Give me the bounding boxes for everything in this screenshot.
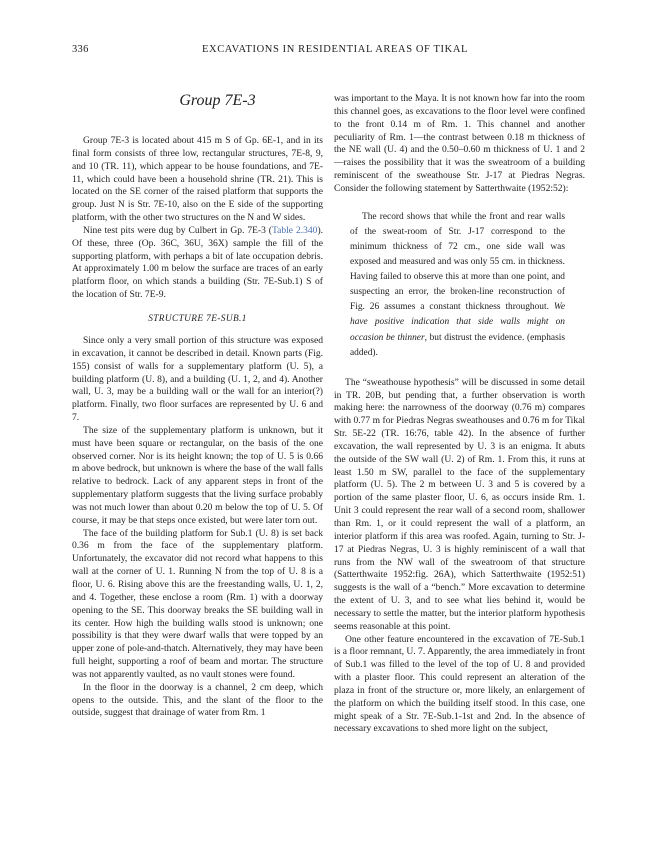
page-header [0,44,650,58]
section-title: Group 7E-3 [179,92,256,109]
table-reference-link[interactable]: Table 2.340 [271,224,318,236]
paragraph: The size of the supplementary platform is unknown, but it must have been square or rectangular, on the basis of the one observed corner. Nor is its height known; the top of U. 5 is 0.66 m above bedrock, but unknown is where the base of the wall falls relative to bedrock. Lack of any apparent steps in front of the supplementary platform suggests that the living surface probably was not much lower than about 0.20 m below the top of U. 5. Of course, it may be that steps once existed, but were later torn out. [72,424,323,526]
paragraph-text: ). Of these, three (Op. 36C, 36U, 36X) sample the fill of the supporting platform, with perhaps a bit of late occupation debris. At approximately 1.00 m below the surface are traces of an early platform floor, on which stands a building (Str. 7E-Sub.1) S of the location of Str. 7E-9. [72,224,324,301]
quote-text: , but distrust the evidence. (emphasis added). [350,332,565,358]
paragraph: was important to the Maya. It is not known how far into the room this channel goes, as excavations to the floor level were confined to the front 0.14 m of Rm. 1. This channel and another peculiarity of Rm. 1—the contrast between 0.18 m thickness of the NE wall (U. 4) and the 0.50–0.60 m thickness of U. 1 and 2—raises the possibility that it was the sweatroom of a building reminiscent of the sweathouse Str. J-17 at Piedras Negras. Consider the following statement by Satterthwaite (1952:52): [334,93,585,194]
paragraph: Since only a very small portion of this structure was exposed in excavation, it cannot be described in detail. Known parts (Fig. 155) consist of walls for a supplementary platform (U. 5), a building platform (U. 8), and a building (U. 1, 2, and 4). Another wall, U. 3, may be a building wall or the wall for an interior(?) platform. Finally, two floor surfaces are represented by U. 6 and 7. [72,334,323,424]
quote-emphasis: We have positive indication that side walls might on occasion be thinner [350,302,565,343]
quote-text: The record shows that while the front and rear walls of the sweat-room of Str. J-17 correspond to the minimum thickness of 72 cm., one side wall was exposed and measured and was only 55 cm. in thickness. Having failed to observe this at more than one point, and suspecting an error, the broken-line reconstruction of Fig. 26 assumes a constant thickness throughout. [350,211,565,313]
paragraph-text: Nine test pits were dug by Culbert in Gp. 7E-3 ( [83,224,272,236]
spacer [334,196,585,210]
paragraph [72,225,323,302]
left-column [72,91,323,720]
paragraph: The “sweathouse hypothesis” will be discussed in some detail in TR. 20B, but pending that, a further observation is worth making here: the narrowness of the doorway (0.76 m) compares with 0.77 m for Piedras Negras sweathouses and 0.76 m for Tikal Str. 5E-22 (TR. 16:76, table 42). In the absence of further excavation, the wall represented by U. 3 is an enigma. It abuts the outside of the SW wall (U. 2) of Rm. 1. From this, it runs at least 1.50 m SW, parallel to the face of the supplementary platform (U. 5). The 2 m between U. 3 and 5 is covered by a portion of the same plaster floor, U. 6, as occurs inside Rm. 1. Unit 3 could represent the rear wall of a second room, shallower than Rm. 1, or it could represent the wall of a platform, an interior platform if this area was roofed. Again, turning to Str. J-17 at Piedras Negras, U. 3 is highly reminiscent of a wall that runs from the NW wall of the sweatroom of that structure (Satterthwaite 1952:fig. 26A), which Satterthwaite (1952:51) suggests is the wall of a “bench.” More excavation to determine the extent of U. 3, and to see what lies behind it, would be necessary to settle the matter, but the interior platform hypothesis seems reasonable at this point. [334,376,585,632]
page-number: 336 [72,44,89,55]
paragraph: The face of the building platform for Sub.1 (U. 8) is set back 0.36 m from the face of the supplementary platform. Unfortunately, the excavator did not record what happens to this wall at the corner of U. 1. Running N from the top of U. 8 is a floor, U. 6. Rising above this are the freestanding walls, U. 1, 2, and 4. Together, these enclose a room (Rm. 1) with a doorway opening to the SE. This doorway breaks the SE building wall in its center. How high the building walls stood is unknown; one possibility is that they were dwarf walls that were topped by an upper zone of pole-and-thatch. Alternatively, they may have been full height, supporting a roof of beam and mortar. The structure was not apparently vaulted, as no vault stones were found. [72,527,323,680]
paragraph: One other feature encountered in the excavation of 7E-Sub.1 is a floor remnant, U. 7. Apparently, the area immediately in front of Sub.1 was filled to the level of the top of U. 8 and provided with a plaster floor. This could represent an alteration of the plaza in front of the structure or, more likely, an enlargement of the platform on which the building itself stood. In this case, one might speak of a Str. 7E-Sub.1-1st and 2nd. In the absence of necessary excavations to shed more light on the subject, [334,633,585,735]
subsection-title: STRUCTURE 7E-SUB.1 [148,313,247,324]
spacer [334,361,585,377]
block-quote [334,210,585,361]
running-head: EXCAVATIONS IN RESIDENTIAL AREAS OF TIKAL [202,44,469,55]
paragraph: In the floor in the doorway is a channel, 2 cm deep, which opens to the outside. This, and the slant of the floor to the outside, suggest that drainage of water from Rm. 1 [72,681,323,719]
paragraph: Group 7E-3 is located about 415 m S of Gp. 6E-1, and in its final form consists of three low, rectangular structures, 7E-8, 9, and 10 (TR. 11), which appear to be house foundations, and 7E-11, which could have been a household shrine (TR. 21). This is located on the SE corner of the raised platform that supports the group. Just N is Str. 7E-10, also on the E side of the supporting platform, with the other two structures on the N and W sides. [72,135,323,224]
right-column [334,93,585,736]
